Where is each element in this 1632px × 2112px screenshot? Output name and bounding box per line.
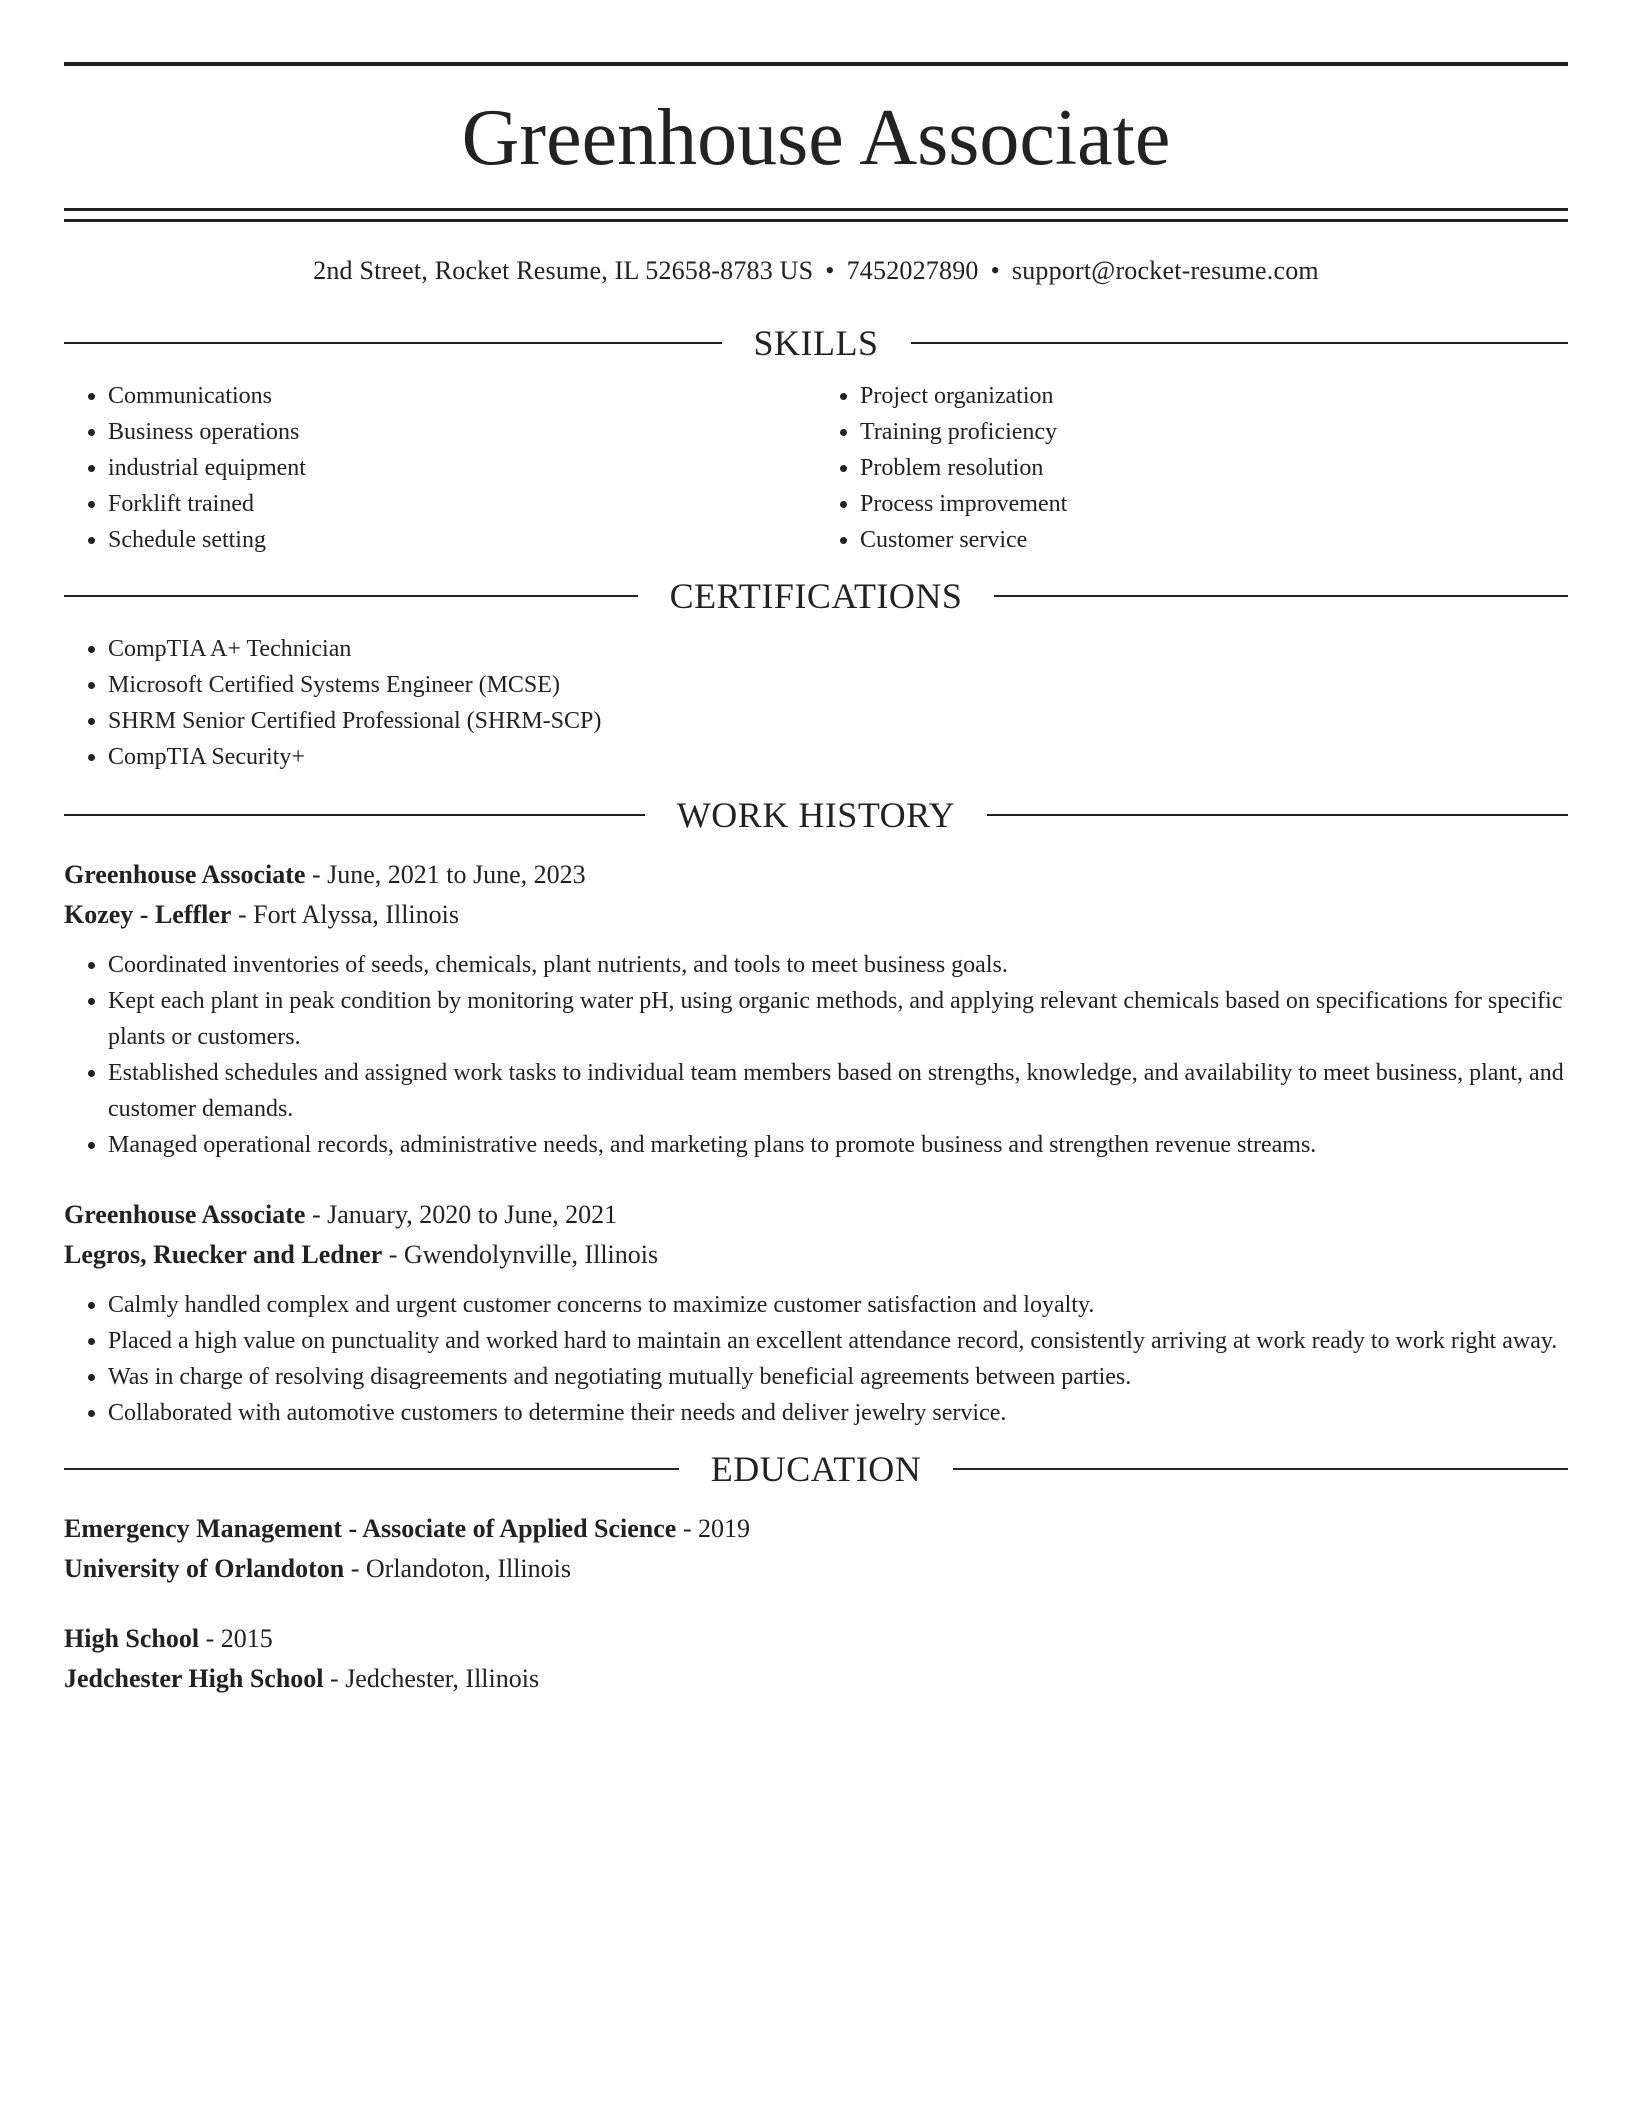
job-title: Greenhouse Associate bbox=[64, 1200, 306, 1229]
job-bullet: • Calmly handled complex and urgent customer concerns to maximize customer satisfaction and loyalty. bbox=[108, 1287, 1568, 1323]
skill-item: • Process improvement bbox=[860, 486, 1568, 522]
job-bullets bbox=[64, 1287, 1568, 1431]
heading-rule bbox=[953, 1468, 1568, 1470]
certifications-list bbox=[64, 631, 1568, 775]
certification-item: • CompTIA A+ Technician bbox=[108, 631, 1568, 667]
heading-rule bbox=[64, 1468, 679, 1470]
job-bullet: • Placed a high value on punctuality and worked hard to maintain an excellent attendance record, consistently arriving at work ready to work right away. bbox=[108, 1323, 1568, 1359]
heading-rule bbox=[64, 814, 645, 816]
job-company: Legros, Ruecker and Ledner bbox=[64, 1240, 383, 1269]
education-year: - 2015 bbox=[199, 1624, 273, 1653]
job-dates: - January, 2020 to June, 2021 bbox=[305, 1200, 618, 1229]
skills-column-right bbox=[816, 378, 1568, 558]
job-location: - Fort Alyssa, Illinois bbox=[231, 900, 459, 929]
heading-rule bbox=[994, 595, 1568, 597]
contact-separator: • bbox=[825, 256, 835, 285]
job-bullet: • Kept each plant in peak condition by monitoring water pH, using organic methods, and applying relevant chemicals based on specifications for specific plants or customers. bbox=[108, 983, 1568, 1055]
heading-rule bbox=[987, 814, 1568, 816]
skills-column-left bbox=[64, 378, 816, 558]
contact-phone: 7452027890 bbox=[846, 256, 979, 285]
education-school-line bbox=[64, 1549, 1568, 1589]
job-company: Kozey - Leffler bbox=[64, 900, 232, 929]
title-double-rule bbox=[64, 208, 1568, 222]
heading-rule bbox=[911, 342, 1569, 344]
certification-item: • SHRM Senior Certified Professional (SHRM-SCP) bbox=[108, 703, 1568, 739]
heading-rule bbox=[64, 595, 638, 597]
education-school: Jedchester High School bbox=[64, 1664, 324, 1693]
education-heading bbox=[64, 1449, 1568, 1489]
resume-page bbox=[64, 62, 1568, 1699]
education-school-line bbox=[64, 1659, 1568, 1699]
contact-line bbox=[64, 255, 1568, 287]
education-location: - Orlandoton, Illinois bbox=[344, 1554, 571, 1583]
certifications-heading bbox=[64, 576, 1568, 616]
job-title: Greenhouse Associate bbox=[64, 860, 306, 889]
education-degree-line bbox=[64, 1619, 1568, 1659]
certifications-heading-label: CERTIFICATIONS bbox=[669, 576, 963, 616]
skill-item: • Problem resolution bbox=[860, 450, 1568, 486]
job-entry bbox=[64, 855, 1568, 1163]
education-degree-line bbox=[64, 1509, 1568, 1549]
work-history-heading bbox=[64, 795, 1568, 835]
contact-separator: • bbox=[990, 256, 1000, 285]
contact-email: support@rocket-resume.com bbox=[1011, 256, 1319, 285]
education-school: University of Orlandoton bbox=[64, 1554, 345, 1583]
work-history-heading-label: WORK HISTORY bbox=[676, 795, 956, 835]
education-year: - 2019 bbox=[676, 1514, 751, 1543]
skill-item: • Schedule setting bbox=[108, 522, 816, 558]
skill-item: • Forklift trained bbox=[108, 486, 816, 522]
job-location: - Gwendolynville, Illinois bbox=[382, 1240, 659, 1269]
education-location: - Jedchester, Illinois bbox=[323, 1664, 540, 1693]
education-heading-label: EDUCATION bbox=[710, 1449, 922, 1489]
heading-rule bbox=[64, 342, 722, 344]
job-bullet: • Established schedules and assigned work tasks to individual team members based on strengths, knowledge, and availability to meet business, plant, and customer demands. bbox=[108, 1055, 1568, 1127]
job-entry bbox=[64, 1195, 1568, 1431]
education-degree: Emergency Management - Associate of Applied Science bbox=[64, 1514, 677, 1543]
education-degree: High School bbox=[64, 1624, 200, 1653]
certification-item: • CompTIA Security+ bbox=[108, 739, 1568, 775]
skills-list bbox=[64, 378, 1568, 558]
skills-heading-label: SKILLS bbox=[753, 323, 879, 363]
skills-heading bbox=[64, 323, 1568, 363]
skill-item: • Business operations bbox=[108, 414, 816, 450]
education-entry bbox=[64, 1619, 1568, 1699]
top-rule bbox=[64, 62, 1568, 66]
page-title: Greenhouse Associate bbox=[461, 94, 1171, 182]
job-company-line bbox=[64, 1235, 1568, 1275]
skill-item: • Training proficiency bbox=[860, 414, 1568, 450]
job-dates: - June, 2021 to June, 2023 bbox=[305, 860, 586, 889]
job-bullets bbox=[64, 947, 1568, 1163]
job-bullet: • Was in charge of resolving disagreements and negotiating mutually beneficial agreements between parties. bbox=[108, 1359, 1568, 1395]
skill-item: • Communications bbox=[108, 378, 816, 414]
skill-item: • industrial equipment bbox=[108, 450, 816, 486]
education-entry bbox=[64, 1509, 1568, 1589]
job-bullet: • Coordinated inventories of seeds, chemicals, plant nutrients, and tools to meet business goals. bbox=[108, 947, 1568, 983]
job-bullet: • Collaborated with automotive customers to determine their needs and deliver jewelry service. bbox=[108, 1395, 1568, 1431]
skill-item: • Project organization bbox=[860, 378, 1568, 414]
skill-item: • Customer service bbox=[860, 522, 1568, 558]
job-title-line bbox=[64, 855, 1568, 895]
job-company-line bbox=[64, 895, 1568, 935]
contact-address: 2nd Street, Rocket Resume, IL 52658-8783 US bbox=[313, 256, 814, 285]
job-bullet: • Managed operational records, administrative needs, and marketing plans to promote business and strengthen revenue streams. bbox=[108, 1127, 1568, 1163]
certification-item: • Microsoft Certified Systems Engineer (MCSE) bbox=[108, 667, 1568, 703]
job-title-line bbox=[64, 1195, 1568, 1235]
